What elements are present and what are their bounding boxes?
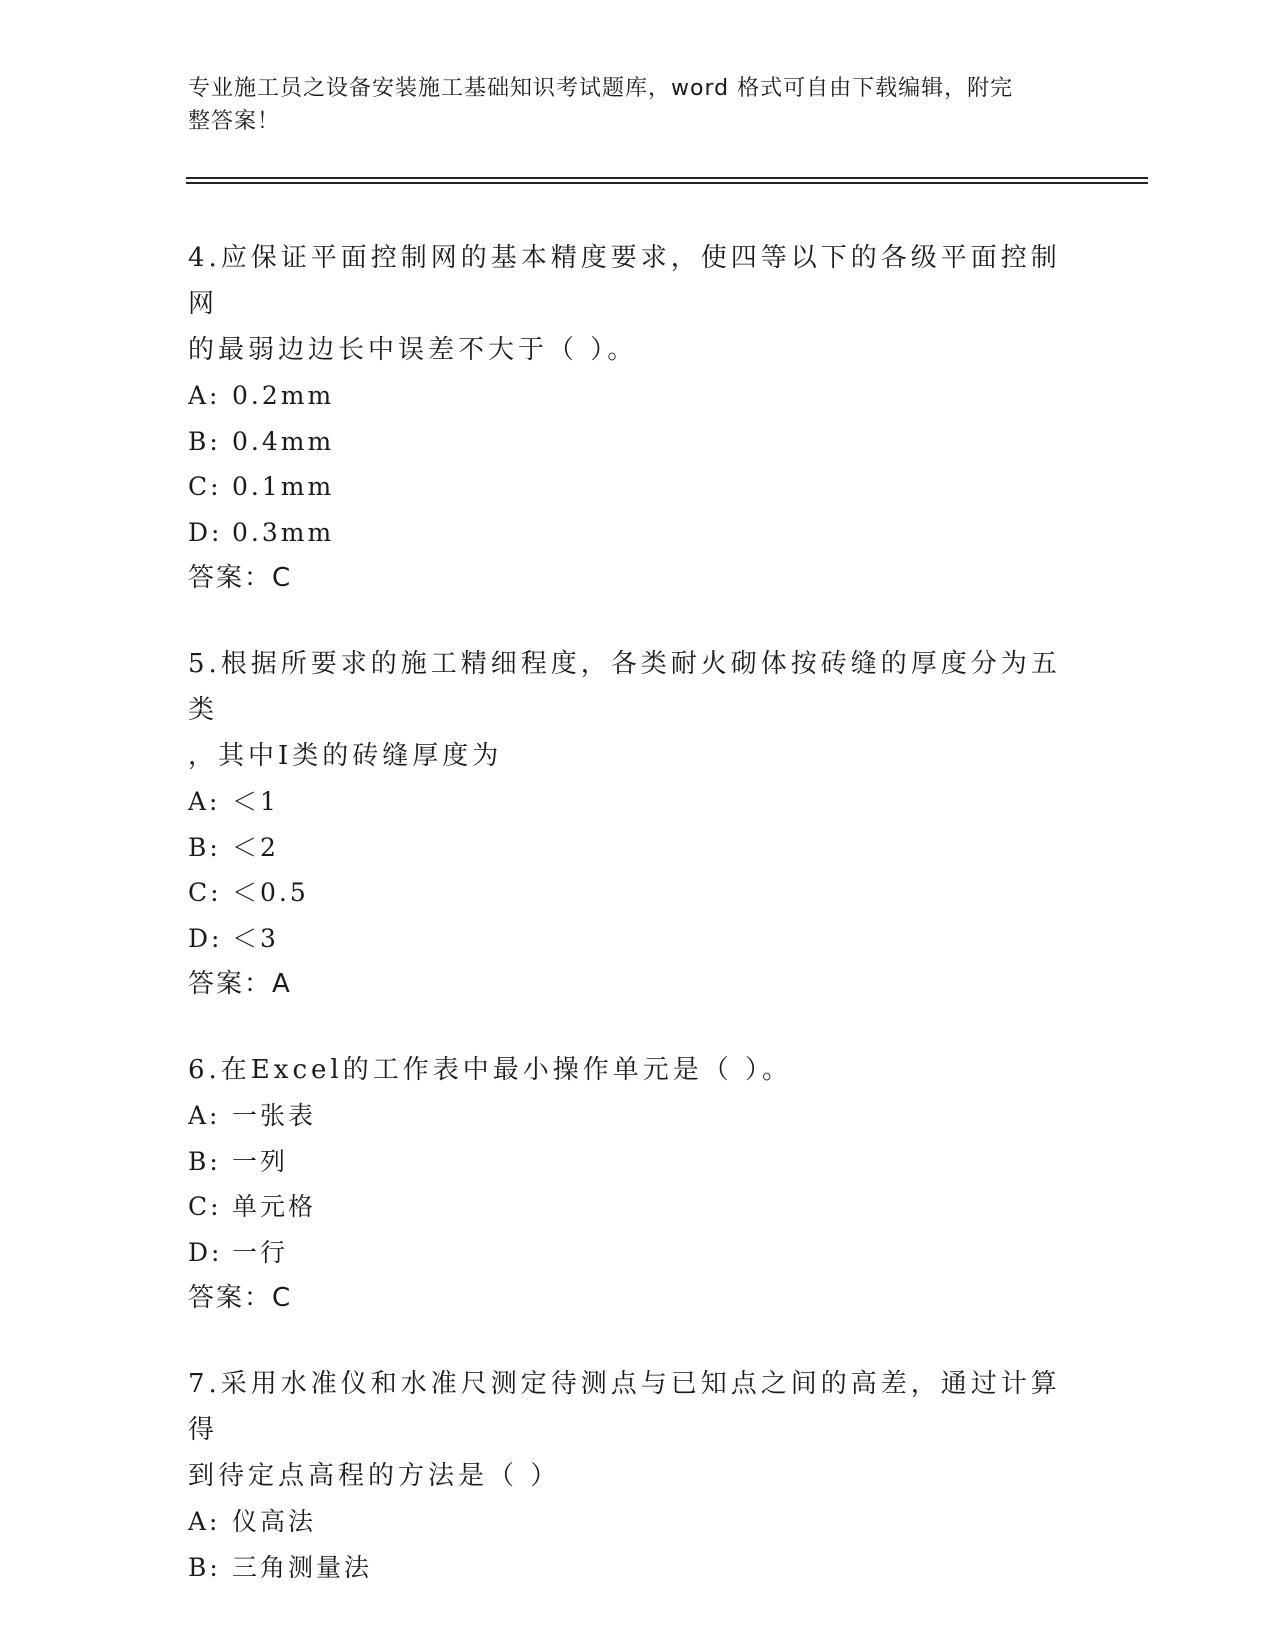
option-text: 0.3mm xyxy=(232,517,335,547)
option-text: 仪高法 xyxy=(232,1507,317,1536)
option-text: 一列 xyxy=(232,1146,289,1176)
question-text: ，其中Ⅰ类的砖缝厚度为 xyxy=(188,741,503,771)
option-a xyxy=(188,373,1068,419)
question-7 xyxy=(188,1361,1068,1590)
header-line: 专业施工员之设备安装施工基础知识考试题库，word 格式可自由下载编辑，附完 xyxy=(188,76,1014,101)
option-text: 一张表 xyxy=(232,1101,317,1130)
option-a xyxy=(188,1499,1068,1545)
option-letter: A: xyxy=(188,1507,221,1536)
question-list xyxy=(188,235,1068,1630)
option-letter: D: xyxy=(188,923,223,953)
answer-text: 答案：C xyxy=(188,1283,293,1313)
option-a xyxy=(188,1093,1068,1139)
option-c xyxy=(188,1184,1068,1230)
question-4 xyxy=(188,235,1068,601)
option-letter: D: xyxy=(188,1237,223,1267)
option-letter: A: xyxy=(188,1101,221,1130)
header-line: 整答案！ xyxy=(188,109,281,134)
option-b xyxy=(188,825,1068,871)
option-b xyxy=(188,419,1068,465)
option-letter: C: xyxy=(188,1192,222,1221)
header-divider xyxy=(186,182,1148,184)
question-text: 4.应保证平面控制网的基本精度要求，使四等以下的各级平面控制网 xyxy=(188,243,1061,319)
option-c xyxy=(188,464,1068,510)
question-text: 的最弱边边长中误差不大于（ ）。 xyxy=(188,335,638,365)
option-letter: B: xyxy=(188,426,221,456)
option-letter: A: xyxy=(188,381,221,410)
option-text: ＜1 xyxy=(232,787,279,816)
answer-text: 答案：C xyxy=(188,563,293,593)
question-5 xyxy=(188,641,1068,1007)
question-text: 到待定点高程的方法是（ ） xyxy=(188,1461,561,1491)
option-b xyxy=(188,1139,1068,1185)
answer-text: 答案：A xyxy=(188,969,292,999)
option-d xyxy=(188,916,1068,962)
option-text: 0.1mm xyxy=(232,472,335,501)
option-text: ＜0.5 xyxy=(232,878,309,907)
option-letter: B: xyxy=(188,832,221,862)
question-text: 6.在Excel的工作表中最小操作单元是（ ）。 xyxy=(188,1055,792,1085)
option-text: ＜2 xyxy=(232,832,279,862)
option-letter: C: xyxy=(188,878,222,907)
document-header xyxy=(188,72,1068,138)
option-d xyxy=(188,510,1068,556)
option-d xyxy=(188,1230,1068,1276)
option-letter: B: xyxy=(188,1146,221,1176)
header-divider xyxy=(186,177,1148,179)
question-text: 5.根据所要求的施工精细程度，各类耐火砌体按砖缝的厚度分为五类 xyxy=(188,649,1061,725)
option-b xyxy=(188,1545,1068,1591)
option-text: 0.2mm xyxy=(232,381,335,410)
question-text: 7.采用水准仪和水准尺测定待测点与已知点之间的高差，通过计算得 xyxy=(188,1369,1061,1445)
option-text: 一行 xyxy=(232,1237,289,1267)
option-text: 0.4mm xyxy=(232,426,335,456)
option-text: 单元格 xyxy=(232,1192,317,1221)
option-letter: A: xyxy=(188,787,221,816)
option-text: 三角测量法 xyxy=(232,1552,373,1582)
option-a xyxy=(188,779,1068,825)
option-letter: C: xyxy=(188,472,222,501)
question-6 xyxy=(188,1047,1068,1321)
option-text: ＜3 xyxy=(232,923,279,953)
option-letter: B: xyxy=(188,1552,221,1582)
option-c xyxy=(188,870,1068,916)
option-letter: D: xyxy=(188,517,223,547)
